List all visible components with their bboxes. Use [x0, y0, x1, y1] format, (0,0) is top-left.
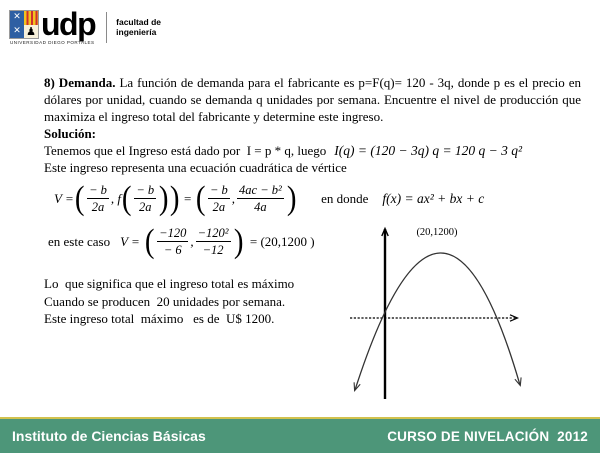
case-lhs: V = — [120, 234, 140, 249]
fraction-numerator: −120 — [159, 226, 187, 240]
fraction — [237, 183, 284, 214]
parabola-curve — [355, 253, 520, 390]
university-name: UNIVERSIDAD DIEGO PORTALES — [10, 40, 95, 45]
case-intro: en este caso — [48, 234, 111, 249]
logo-main — [10, 5, 96, 45]
faculty-line1: facultad de — [116, 17, 162, 27]
fraction-numerator: 4ac − b² — [239, 183, 282, 197]
paren-open: ( — [74, 179, 85, 217]
fraction-denominator: 2a — [91, 200, 105, 214]
brand-wordmark: udp — [41, 5, 96, 42]
fraction — [157, 226, 188, 257]
conclusion-line: Este ingreso total máximo es de U$ 1200. — [44, 311, 275, 326]
logo-row — [10, 5, 96, 42]
fraction-numerator: −120² — [197, 226, 229, 240]
problem-label: 8) Demanda. — [44, 75, 116, 90]
vertex-formula — [54, 179, 581, 217]
fraction — [87, 183, 109, 214]
footer-course: CURSO DE NIVELACIÓN 2012 — [387, 428, 588, 444]
vertex-f-mid: , f — [110, 191, 121, 206]
faculty-label — [116, 11, 161, 37]
conclusion-line: Lo que significa que el ingreso total es máximo — [44, 276, 295, 291]
problem-statement — [44, 74, 581, 125]
crest-quadrant-stripes-icon — [24, 11, 38, 25]
crest-quadrant-eagle-icon: ♟ — [24, 25, 38, 39]
crest-quadrant-cross-icon: ✕ — [10, 25, 24, 39]
vertex-lhs: V = — [54, 191, 74, 206]
paren-open: ( — [195, 179, 206, 217]
comma: , — [231, 191, 236, 206]
faculty-line2: ingeniería — [116, 26, 157, 37]
fraction-denominator: 4a — [254, 200, 267, 214]
paren-open: ( — [144, 222, 155, 260]
crest-quadrant-cross-icon: ✕ — [10, 11, 24, 25]
fraction-numerator: − b — [89, 183, 107, 197]
fraction-numerator: − b — [136, 183, 155, 197]
income-equation: I(q) = (120 − 3q) q = 120 q − 3 q² — [334, 143, 523, 158]
case-result: = (20,1200 ) — [249, 234, 315, 249]
fx-equation: f(x) = ax² + bx + c — [382, 191, 485, 206]
crest-icon — [10, 11, 38, 38]
paren-close: ) — [158, 179, 169, 217]
paren-close: ) — [233, 222, 244, 260]
vertex-label: (20,1200) — [416, 227, 458, 238]
logo-divider — [106, 12, 107, 43]
paren-close: ) — [286, 179, 297, 217]
parabola-graph — [338, 213, 548, 408]
fraction-denominator: −12 — [202, 243, 224, 257]
fraction — [196, 226, 231, 257]
footer — [0, 417, 600, 453]
solution-label: Solución: — [44, 126, 97, 141]
fraction-denominator: 2a — [138, 200, 152, 214]
equals-sign: = — [180, 191, 195, 206]
fraction-numerator: − b — [209, 183, 228, 197]
quadratic-line: Este ingreso representa una ecuación cuadrática de vértice — [44, 160, 347, 175]
fraction — [208, 183, 230, 214]
where-text: en donde — [321, 191, 369, 206]
fraction-denominator: − 6 — [163, 243, 182, 257]
conclusion-line: Cuando se producen 20 unidades por semana. — [44, 293, 286, 309]
income-line — [44, 142, 581, 159]
comma: , — [190, 234, 194, 249]
footer-bar — [0, 419, 600, 453]
income-text: Tenemos que el Ingreso está dado por I = p * q, luego — [44, 143, 327, 158]
paren-close: ) — [170, 179, 180, 217]
fraction — [134, 183, 156, 214]
paren-open: ( — [121, 179, 132, 217]
fraction-denominator: 2a — [212, 200, 226, 214]
problem-text: La función de demanda para el fabricante es p=F(q)= 120 - 3q, donde p es el precio en dólares por unidad, cuando se demanda q unidades por semana. Encuentre el nivel de producción que maximiza el ingreso total del fabricante y determine este ingreso. — [44, 75, 581, 124]
footer-institute: Instituto de Ciencias Básicas — [12, 428, 206, 444]
udp-logo — [10, 5, 162, 45]
